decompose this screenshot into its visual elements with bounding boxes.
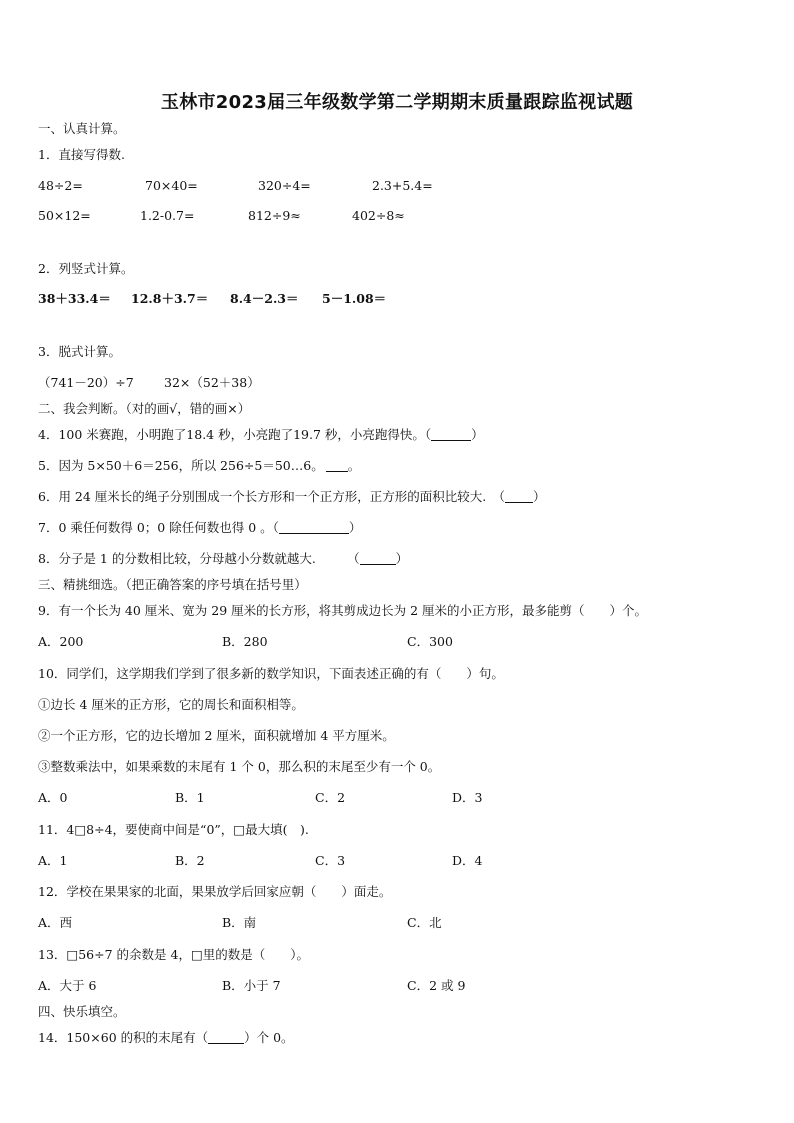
q6-close: ）	[533, 489, 546, 504]
q14-close: ）个 0。	[244, 1030, 294, 1045]
q12-option[interactable]: C．北	[407, 915, 442, 930]
q10-option[interactable]: B．1	[175, 790, 205, 805]
q11-option[interactable]: C．3	[315, 853, 346, 868]
q10-option[interactable]: D．3	[452, 790, 483, 805]
q1-item: 320÷4=	[258, 178, 311, 193]
q12-text: 12．学校在果果家的北面，果果放学后回家应朝（ ）面走。	[38, 884, 392, 899]
q8-close: ）	[395, 551, 409, 566]
q5	[38, 458, 360, 474]
q13-option[interactable]: C．2 或 9	[407, 978, 466, 993]
q1-item: 812÷9≈	[248, 208, 301, 223]
section-heading-2: 二、我会判断。（对的画√，错的画×）	[38, 401, 251, 416]
q12-option[interactable]: A．西	[38, 915, 73, 930]
q1-item: 2.3+5.4=	[372, 178, 433, 193]
answer-blank[interactable]	[360, 552, 396, 565]
q13-option[interactable]: B．小于 7	[222, 978, 281, 993]
section-heading-1: 一、认真计算。	[38, 121, 126, 136]
q5-close: 。	[347, 458, 361, 473]
q12-option[interactable]: B．南	[222, 915, 257, 930]
section-heading-4: 四、快乐填空。	[38, 1004, 126, 1019]
q10-text: 10．同学们，这学期我们学到了很多新的数学知识，下面表述正确的有（ ）句。	[38, 666, 504, 681]
q4-text: 4．100 米赛跑，小明跑了18.4 秒，小亮跑了19.7 秒，小亮跑得快。（	[38, 427, 432, 442]
answer-blank[interactable]	[505, 490, 533, 503]
q11-text: 11．4□8÷4，要使商中间是“0”，□最大填( ).	[38, 822, 309, 837]
q10-option[interactable]: C．2	[315, 790, 346, 805]
q10-statement: ①边长 4 厘米的正方形，它的周长和面积相等。	[38, 697, 304, 712]
answer-blank[interactable]	[208, 1031, 244, 1044]
q3-label: 3．脱式计算。	[38, 344, 121, 359]
q7	[38, 520, 361, 536]
answer-blank[interactable]	[279, 521, 349, 534]
q2-item: 12.8＋3.7＝	[131, 291, 209, 306]
q10-option[interactable]: A．0	[38, 790, 68, 805]
q3-item: 32×（52＋38）	[164, 375, 260, 390]
q2-item: 8.4－2.3＝	[230, 291, 299, 306]
q1-item: 48÷2=	[38, 178, 83, 193]
q4	[38, 427, 484, 443]
q11-option[interactable]: B．2	[175, 853, 205, 868]
q6-text: 6．用 24 厘米长的绳子分别围成一个长方形和一个正方形，正方形的面积比较大. （	[38, 489, 506, 504]
q7-text: 7．0 乘任何数得 0；0 除任何数也得 0 。（	[38, 520, 279, 535]
q1-item: 1.2-0.7=	[140, 208, 195, 223]
q9-option[interactable]: B．280	[222, 634, 268, 649]
q1-item: 402÷8≈	[352, 208, 405, 223]
q1-item: 70×40=	[145, 178, 198, 193]
q9-option[interactable]: A．200	[38, 634, 84, 649]
q10-statement: ③整数乘法中，如果乘数的末尾有 1 个 0，那么积的末尾至少有一个 0。	[38, 759, 441, 774]
q2-item: 38＋33.4＝	[38, 291, 111, 306]
q2-label: 2．列竖式计算。	[38, 261, 134, 276]
q5-text: 5．因为 5×50＋6＝256，所以 256÷5＝50…6。	[38, 458, 324, 473]
answer-blank[interactable]	[326, 459, 348, 472]
q10-statement: ②一个正方形，它的边长增加 2 厘米，面积就增加 4 平方厘米。	[38, 728, 395, 743]
q8-text: 8．分子是 1 的分数相比较，分母越小分数就越大. （	[38, 551, 360, 566]
q9-text: 9．有一个长为 40 厘米、宽为 29 厘米的长方形，将其剪成边长为 2 厘米的小正方形，最多能剪（ ）个。	[38, 603, 648, 618]
q14-text: 14．150×60 的积的末尾有（	[38, 1030, 209, 1045]
answer-blank[interactable]	[431, 428, 471, 441]
q8	[38, 551, 408, 567]
q3-item: （741－20）÷7	[38, 375, 134, 390]
section-heading-3: 三、精挑细选。（把正确答案的序号填在括号里）	[38, 577, 307, 592]
q9-option[interactable]: C．300	[407, 634, 453, 649]
q11-option[interactable]: D．4	[452, 853, 483, 868]
q13-option[interactable]: A．大于 6	[38, 978, 97, 993]
q6	[38, 489, 546, 505]
q2-item: 5－1.08＝	[322, 291, 387, 306]
page-title: 玉林市2023届三年级数学第二学期期末质量跟踪监视试题	[160, 92, 634, 113]
q4-close: ）	[471, 427, 484, 442]
q1-label: 1．直接写得数.	[38, 147, 125, 162]
q14	[38, 1030, 294, 1046]
q1-item: 50×12=	[38, 208, 91, 223]
q11-option[interactable]: A．1	[38, 853, 68, 868]
q7-close: ）	[348, 520, 362, 535]
q13-text: 13．□56÷7 的余数是 4，□里的数是（ ）。	[38, 947, 310, 962]
